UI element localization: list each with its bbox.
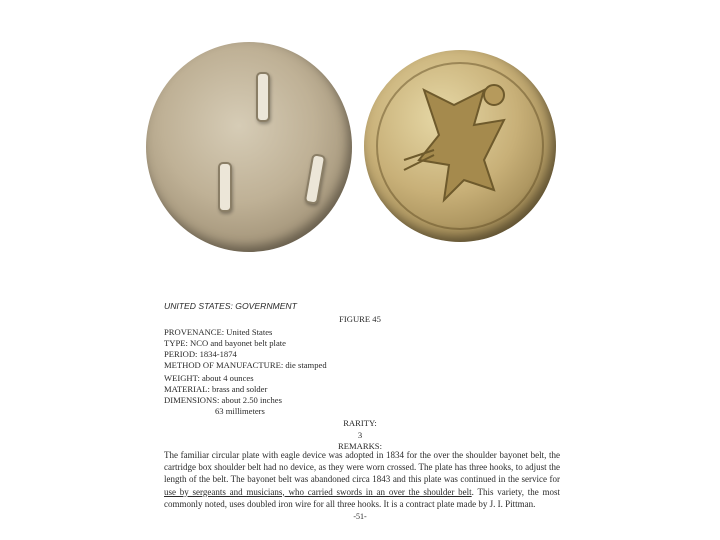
period: PERIOD: 1834-1874 (164, 349, 237, 359)
section-title: UNITED STATES: GOVERNMENT (164, 301, 297, 311)
remarks-text-end: . This variety, the most commonly noted, uses doubled iron wire for all three hooks. It is a contract plate made by J. I. Pittman. (164, 486, 560, 509)
page-number: -51- (353, 512, 367, 521)
remarks-label: REMARKS: (338, 441, 382, 451)
remarks-underlined: use by sergeants and musicians, who carried swords in an over the shoulder belt (164, 486, 472, 497)
figure-label: FIGURE 45 (339, 314, 381, 324)
dimensions-mm: 63 millimeters (215, 406, 265, 416)
remarks-text: The familiar circular plate with eagle device was adopted in 1834 for the over the shoulder bayonet belt, the cartridge box shoulder belt had no device, as they were worn crossed. The plate has three hooks, to adjust the length of the belt. The bayonet belt was abandoned circa 1843 and this plate was continued in the service for (164, 450, 560, 485)
eagle-icon (364, 50, 556, 242)
provenance: PROVENANCE: United States (164, 327, 273, 337)
hook-top (256, 72, 270, 122)
hook-left (218, 162, 232, 212)
rarity-label: RARITY: (343, 418, 377, 428)
method-of-manufacture: METHOD OF MANUFACTURE: die stamped (164, 360, 327, 370)
coin-front-eagle-photo (364, 50, 556, 242)
dimensions: DIMENSIONS: about 2.50 inches (164, 395, 282, 405)
coin-back-photo (146, 42, 352, 252)
weight: WEIGHT: about 4 ounces (164, 373, 254, 383)
type: TYPE: NCO and bayonet belt plate (164, 338, 286, 348)
hook-right (304, 153, 326, 205)
rarity-value: 3 (357, 430, 363, 440)
material: MATERIAL: brass and solder (164, 384, 268, 394)
remarks-paragraph (164, 449, 560, 510)
